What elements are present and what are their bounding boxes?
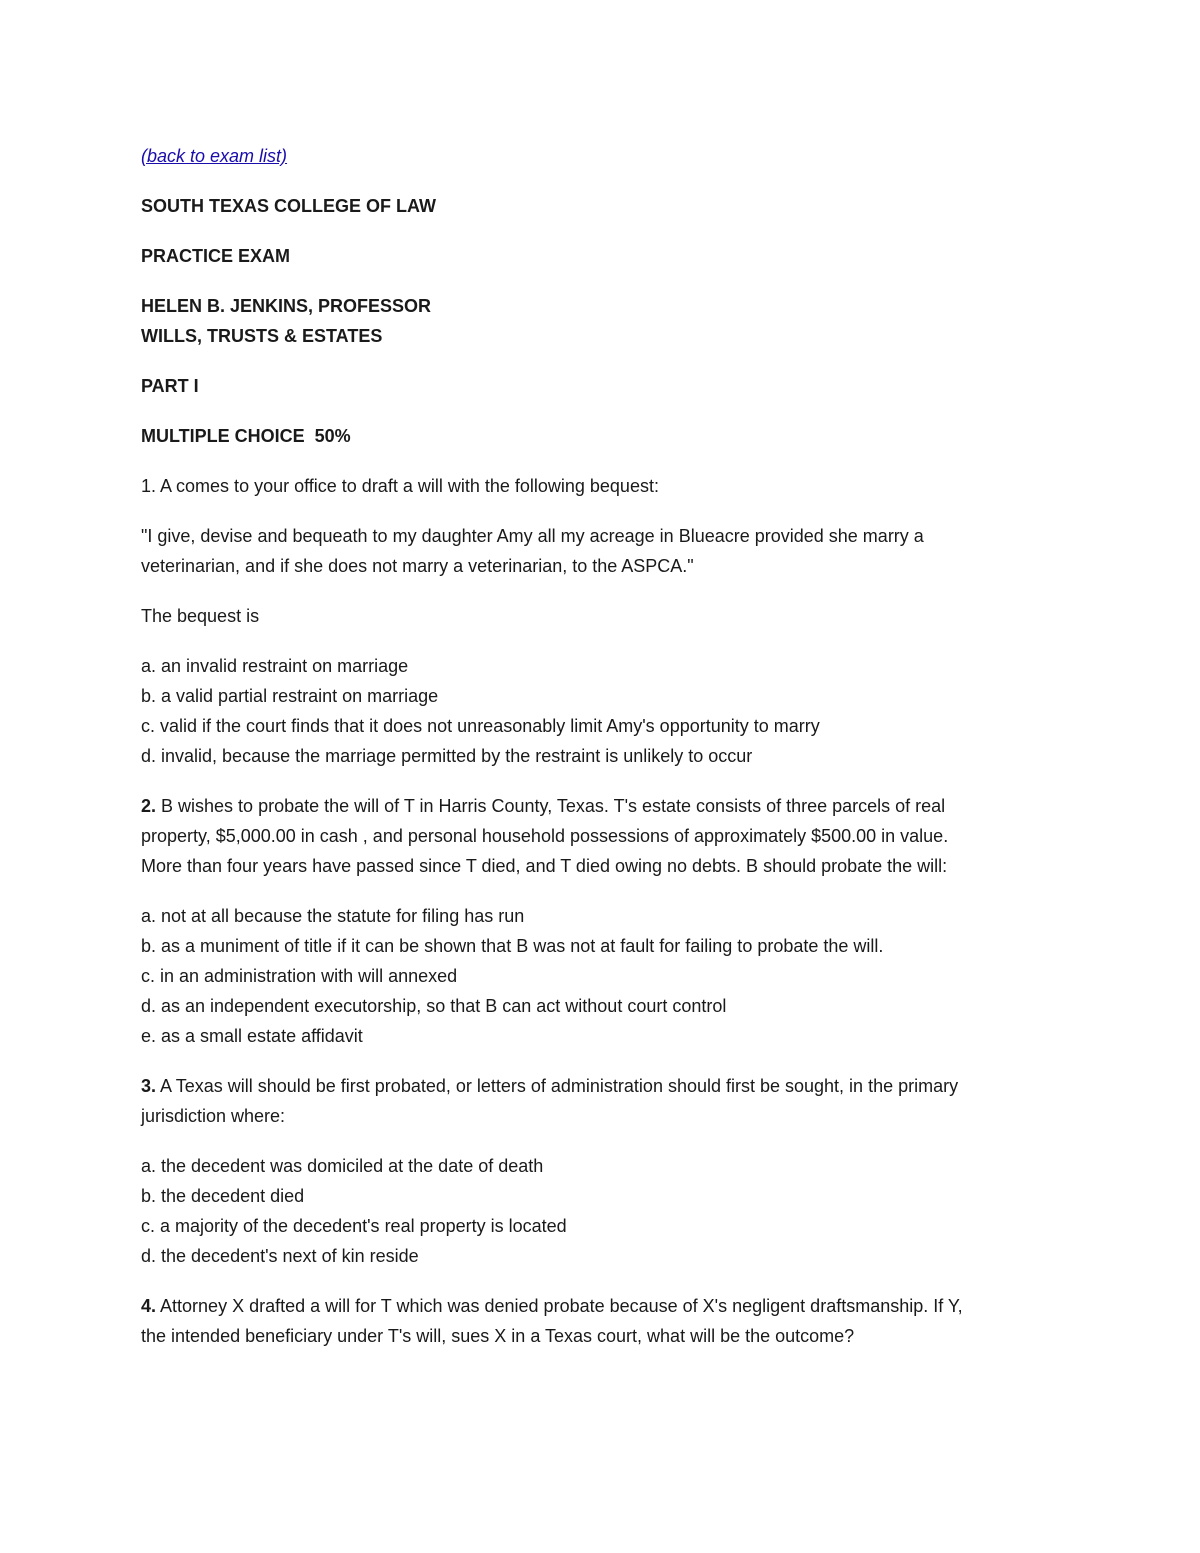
part-heading: PART I	[141, 376, 199, 396]
exam-type: PRACTICE EXAM	[141, 246, 291, 266]
question-2-option-d: d. as an independent executorship, so that B can act without court control	[141, 996, 727, 1016]
question-2-stem-line-2: property, $5,000.00 in cash , and personal household possessions of approximately $500.00 in value.	[141, 826, 949, 846]
question-1-option-a: a. an invalid restraint on marriage	[141, 656, 409, 676]
question-3-option-c: c. a majority of the decedent's real property is located	[141, 1216, 567, 1236]
question-2-option-c: c. in an administration with will annexed	[141, 966, 458, 986]
question-3-option-b: b. the decedent died	[141, 1186, 305, 1206]
question-4-stem-line-2: the intended beneficiary under T's will, sues X in a Texas court, what will be the outcome?	[141, 1326, 855, 1346]
question-4-number: 4.	[141, 1296, 157, 1316]
question-1-number: 1.	[141, 476, 157, 496]
question-3-option-d: d. the decedent's next of kin reside	[141, 1246, 419, 1266]
question-4-text-line-1: Attorney X drafted a will for T which was denied probate because of X's negligent draftsmanship. If Y,	[160, 1296, 963, 1316]
question-3-number: 3.	[141, 1076, 157, 1096]
school-name: SOUTH TEXAS COLLEGE OF LAW	[141, 196, 437, 216]
question-1-option-c: c. valid if the court finds that it does not unreasonably limit Amy's opportunity to marry	[141, 716, 820, 736]
question-3-stem-line-2: jurisdiction where:	[141, 1106, 286, 1126]
question-3-option-a: a. the decedent was domiciled at the date of death	[141, 1156, 544, 1176]
question-2-stem-line-3: More than four years have passed since T died, and T died owing no debts. B should probate the will:	[141, 856, 948, 876]
question-1-quote-line-2: veterinarian, and if she does not marry a veterinarian, to the ASPCA."	[141, 556, 694, 576]
back-to-exam-list-link[interactable]: (back to exam list)	[141, 146, 288, 166]
question-2-option-b: b. as a muniment of title if it can be shown that B was not at fault for failing to probate the will.	[141, 936, 884, 956]
question-3-stem-line-1	[141, 1071, 1071, 1101]
professor-name: HELEN B. JENKINS, PROFESSOR	[141, 296, 432, 316]
question-3-text-line-1: A Texas will should be first probated, or letters of administration should first be sought, in the primary	[160, 1076, 959, 1096]
question-1-lead: The bequest is	[141, 606, 260, 626]
question-2-number: 2.	[141, 796, 157, 816]
course-title: WILLS, TRUSTS & ESTATES	[141, 326, 383, 346]
exam-document	[141, 141, 1071, 1351]
section-heading: MULTIPLE CHOICE 50%	[141, 426, 351, 446]
question-2-stem-line-1	[141, 791, 1071, 821]
question-1-text: A comes to your office to draft a will with the following bequest:	[160, 476, 659, 496]
question-2-text-line-1: B wishes to probate the will of T in Harris County, Texas. T's estate consists of three parcels of real	[161, 796, 946, 816]
question-1-stem	[141, 471, 1071, 501]
question-4-stem-line-1	[141, 1291, 1071, 1321]
question-1-option-b: b. a valid partial restraint on marriage	[141, 686, 439, 706]
back-to-exam-list-link-row	[141, 141, 1071, 171]
question-2-option-e: e. as a small estate affidavit	[141, 1026, 363, 1046]
question-1-quote-line-1: "I give, devise and bequeath to my daughter Amy all my acreage in Blueacre provided she marry a	[141, 526, 924, 546]
question-2-option-a: a. not at all because the statute for filing has run	[141, 906, 525, 926]
question-1-option-d: d. invalid, because the marriage permitted by the restraint is unlikely to occur	[141, 746, 753, 766]
